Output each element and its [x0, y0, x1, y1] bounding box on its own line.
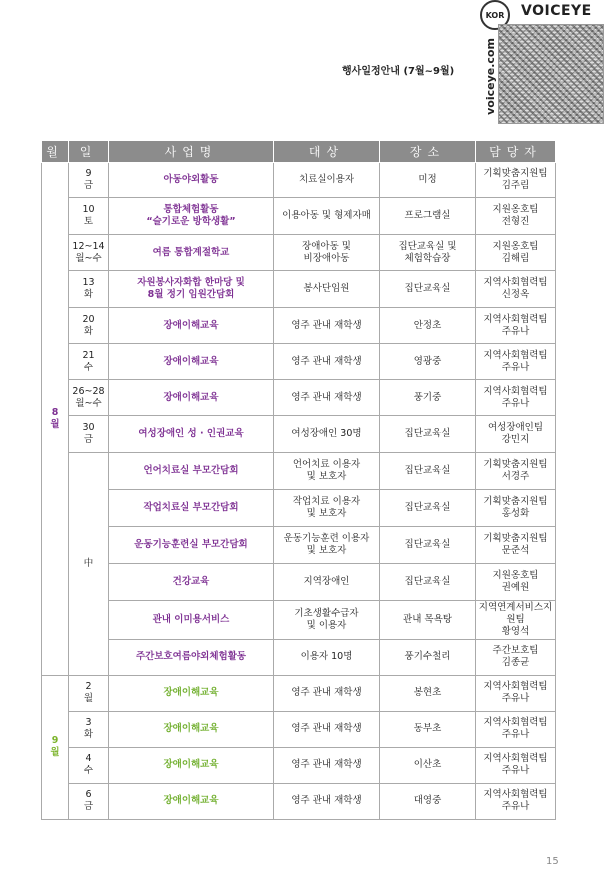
- place-cell: 봉현초: [380, 675, 476, 711]
- place-cell: 프로그램실: [380, 198, 476, 235]
- place-cell: 이산초: [380, 747, 476, 783]
- day-cell: 21 수: [69, 344, 109, 380]
- program-cell: 주간보호여름야외체험활동: [109, 639, 274, 675]
- place-cell: 집단교육실: [380, 416, 476, 453]
- table-row: [42, 308, 556, 344]
- target-cell: 영주 관내 재학생: [274, 783, 380, 819]
- place-cell: 집단교육실: [380, 527, 476, 564]
- staff-cell: 지역사회협력팀 주유나: [476, 344, 556, 380]
- voiceye-code: [476, 0, 607, 125]
- table-row: [42, 564, 556, 601]
- target-cell: 영주 관내 재학생: [274, 675, 380, 711]
- target-cell: 기초생활수급자 및 이용자: [274, 601, 380, 640]
- day-cell: 13 화: [69, 271, 109, 308]
- program-cell: 관내 이미용서비스: [109, 601, 274, 640]
- program-cell: 장애이해교육: [109, 344, 274, 380]
- program-cell: 장애이해교육: [109, 380, 274, 416]
- page-header-title: 행사일정안내 (7월~9월): [342, 66, 455, 77]
- target-cell: 영주 관내 재학생: [274, 344, 380, 380]
- table-row: [42, 783, 556, 819]
- target-cell: 지역장애인: [274, 564, 380, 601]
- kor-badge-icon: KOR: [480, 0, 510, 30]
- voiceye-brand: VOICEYE: [521, 3, 592, 19]
- staff-cell: 여성장애인팀 강민지: [476, 416, 556, 453]
- col-header-place: 장소: [380, 141, 476, 163]
- staff-cell: 기획맞춤지원팀 김주림: [476, 163, 556, 198]
- staff-cell: 기획맞춤지원팀 서경주: [476, 453, 556, 490]
- table-header-row: [42, 141, 556, 163]
- staff-cell: 지역연계서비스지원팀 황영석: [476, 601, 556, 640]
- table-row: [42, 490, 556, 527]
- month-cell-september: 9 월: [42, 675, 69, 819]
- program-cell: 장애이해교육: [109, 747, 274, 783]
- voiceye-url: voiceye.com: [483, 38, 497, 115]
- table-row: [42, 675, 556, 711]
- table-row: [42, 271, 556, 308]
- col-header-day: 일: [69, 141, 109, 163]
- place-cell: 집단교육실: [380, 564, 476, 601]
- day-cell: 6 금: [69, 783, 109, 819]
- place-cell: 집단교육실: [380, 453, 476, 490]
- table-row: [42, 639, 556, 675]
- program-cell: 장애이해교육: [109, 675, 274, 711]
- staff-cell: 지원옹호팀 전형진: [476, 198, 556, 235]
- place-cell: 풍기수철리: [380, 639, 476, 675]
- staff-cell: 지역사회협력팀 주유나: [476, 783, 556, 819]
- target-cell: 이용자 10명: [274, 639, 380, 675]
- program-cell: 통합체험활동 “슬기로운 방학생활”: [109, 198, 274, 235]
- table-row: [42, 198, 556, 235]
- col-header-program: 사업명: [109, 141, 274, 163]
- day-cell: 3 화: [69, 711, 109, 747]
- program-cell: 작업치료실 부모간담회: [109, 490, 274, 527]
- staff-cell: 기획맞춤지원팀 홍성화: [476, 490, 556, 527]
- program-cell: 여성장애인 성 · 인권교육: [109, 416, 274, 453]
- program-cell: 여름 통합계절학교: [109, 235, 274, 271]
- staff-cell: 지역사회협력팀 주유나: [476, 747, 556, 783]
- month-cell-august: 8 월: [42, 163, 69, 676]
- staff-cell: 지역사회협력팀 주유나: [476, 308, 556, 344]
- place-cell: 영광중: [380, 344, 476, 380]
- program-cell: 언어치료실 부모간담회: [109, 453, 274, 490]
- place-cell: 미정: [380, 163, 476, 198]
- table-row: [42, 163, 556, 198]
- day-cell: 2 월: [69, 675, 109, 711]
- place-cell: 집단교육실: [380, 490, 476, 527]
- target-cell: 운동기능훈련 이용자 및 보호자: [274, 527, 380, 564]
- place-cell: 관내 목욕탕: [380, 601, 476, 640]
- place-cell: 안정초: [380, 308, 476, 344]
- place-cell: 집단교육실: [380, 271, 476, 308]
- day-cell-mid: 中: [69, 453, 109, 676]
- table-row: [42, 235, 556, 271]
- staff-cell: 지원옹호팀 권예원: [476, 564, 556, 601]
- target-cell: 영주 관내 재학생: [274, 380, 380, 416]
- program-cell: 건강교육: [109, 564, 274, 601]
- day-cell: 4 수: [69, 747, 109, 783]
- col-header-target: 대상: [274, 141, 380, 163]
- staff-cell: 지역사회협력팀 주유나: [476, 675, 556, 711]
- day-cell: 9 금: [69, 163, 109, 198]
- day-cell: 26~28 월~수: [69, 380, 109, 416]
- target-cell: 이용아동 및 형제자매: [274, 198, 380, 235]
- target-cell: 장애아동 및 비장애아동: [274, 235, 380, 271]
- place-cell: 동부초: [380, 711, 476, 747]
- table-row: [42, 416, 556, 453]
- table-row: [42, 344, 556, 380]
- program-cell: 장애이해교육: [109, 783, 274, 819]
- program-cell: 장애이해교육: [109, 711, 274, 747]
- program-cell: 운동기능훈련실 부모간담회: [109, 527, 274, 564]
- voiceye-barcode-icon: [498, 24, 604, 124]
- page-number: 15: [546, 856, 559, 867]
- staff-cell: 지원옹호팀 김해림: [476, 235, 556, 271]
- place-cell: 대영중: [380, 783, 476, 819]
- day-cell: 20 화: [69, 308, 109, 344]
- target-cell: 치료실이용자: [274, 163, 380, 198]
- program-cell: 아동야외활동: [109, 163, 274, 198]
- table-row: [42, 453, 556, 490]
- table-row: [42, 527, 556, 564]
- staff-cell: 지역사회협력팀 주유나: [476, 711, 556, 747]
- target-cell: 봉사단임원: [274, 271, 380, 308]
- day-cell: 10 토: [69, 198, 109, 235]
- program-cell: 장애이해교육: [109, 308, 274, 344]
- table-row: [42, 601, 556, 640]
- program-cell: 자원봉사자화합 한마당 및 8월 정기 임원간담회: [109, 271, 274, 308]
- staff-cell: 지역사회협력팀 신정옥: [476, 271, 556, 308]
- table-row: [42, 380, 556, 416]
- target-cell: 영주 관내 재학생: [274, 711, 380, 747]
- target-cell: 언어치료 이용자 및 보호자: [274, 453, 380, 490]
- col-header-staff: 담당자: [476, 141, 556, 163]
- table-row: [42, 711, 556, 747]
- staff-cell: 지역사회협력팀 주유나: [476, 380, 556, 416]
- col-header-month: 월: [42, 141, 69, 163]
- target-cell: 영주 관내 재학생: [274, 308, 380, 344]
- place-cell: 집단교육실 및 체험학습장: [380, 235, 476, 271]
- staff-cell: 기획맞춤지원팀 문준석: [476, 527, 556, 564]
- place-cell: 풍기중: [380, 380, 476, 416]
- table-row: [42, 747, 556, 783]
- schedule-table: [41, 140, 556, 820]
- target-cell: 여성장애인 30명: [274, 416, 380, 453]
- target-cell: 작업치료 이용자 및 보호자: [274, 490, 380, 527]
- day-cell: 30 금: [69, 416, 109, 453]
- day-cell: 12~14 월~수: [69, 235, 109, 271]
- target-cell: 영주 관내 재학생: [274, 747, 380, 783]
- staff-cell: 주간보호팀 김종균: [476, 639, 556, 675]
